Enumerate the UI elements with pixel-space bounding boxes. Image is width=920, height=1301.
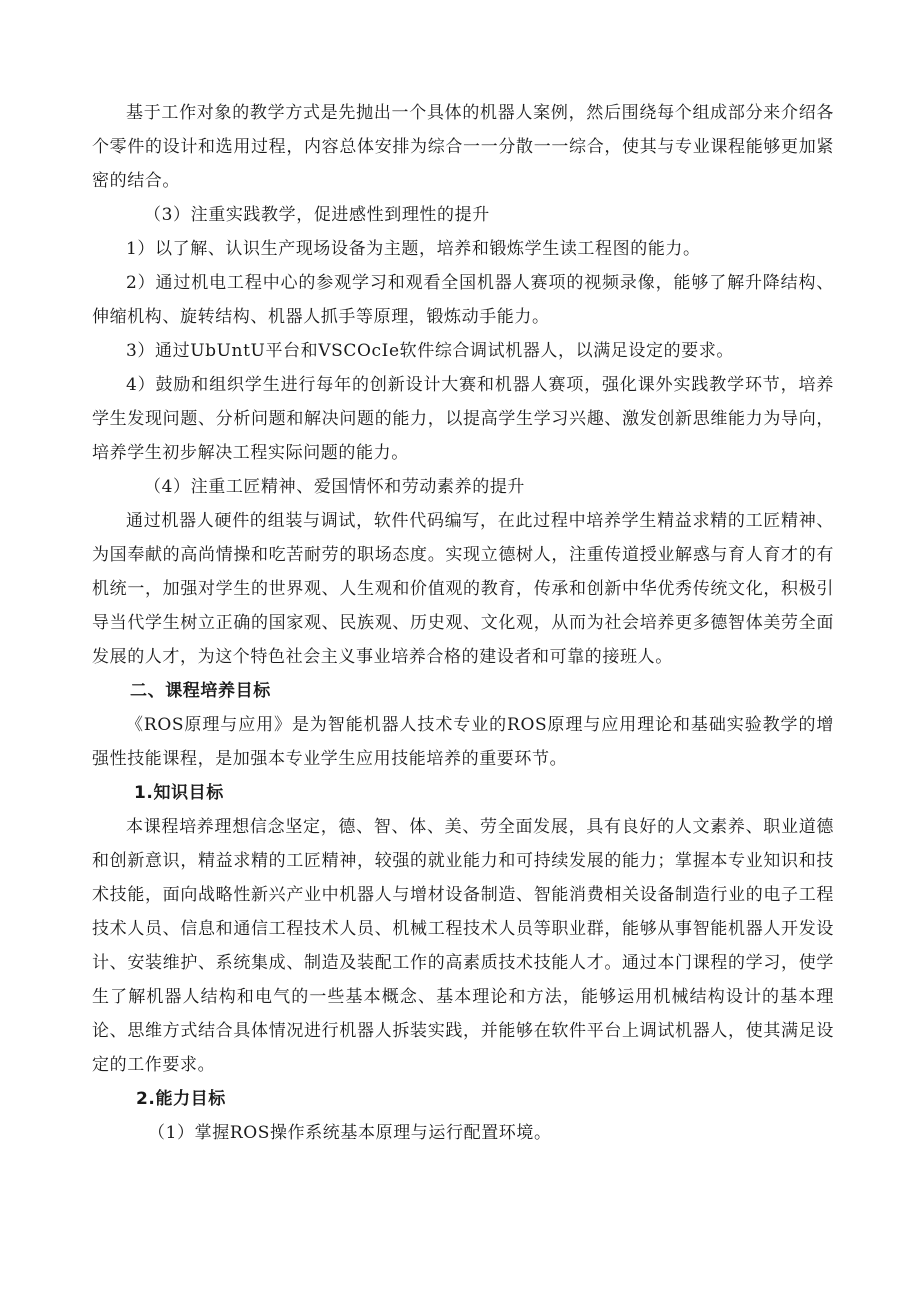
craftsmanship-paragraph: 通过机器人硬件的组装与调试，软件代码编写，在此过程中培养学生精益求精的工匠精神、为国奉献的高尚情操和吃苦耐劳的职场态度。实现立德树人，注重传道授业解惑与育人育才的有机统一，加强对学生的世界观、人生观和价值观的教育，传承和创新中华优秀传统文化，积极引导当代学生树立正确的国家观、民族观、历史观、文化观，从而为社会培养更多德智体美劳全面发展的人才，为这个特色社会主义事业培养合格的建设者和可靠的接班人。 bbox=[92, 511, 834, 667]
ability-item-1: （1）掌握ROS操作系统基本原理与运行配置环境。 bbox=[148, 1123, 552, 1143]
heading-ability-goals: 2.能力目标 bbox=[136, 1089, 226, 1109]
course-description-paragraph: 《ROS原理与应用》是为智能机器人技术专业的ROS原理与应用理论和基础实验教学的增强性技能课程，是加强本专业学生应用技能培养的重要环节。 bbox=[92, 715, 834, 769]
list-item-3: 3）通过UbUntU平台和VSCOcIe软件综合调试机器人，以满足设定的要求。 bbox=[126, 341, 735, 361]
list-item-4: 4）鼓励和组织学生进行每年的创新设计大赛和机器人赛项，强化课外实践教学环节，培养学生发现问题、分析问题和解决问题的能力，以提高学生学习兴趣、激发创新思维能力为导向，培养学生初步解决工程实际问题的能力。 bbox=[92, 375, 834, 463]
knowledge-paragraph: 本课程培养理想信念坚定，德、智、体、美、劳全面发展，具有良好的人文素养、职业道德和创新意识，精益求精的工匠精神，较强的就业能力和可持续发展的能力；掌握本专业知识和技术技能，面向战略性新兴产业中机器人与增材设备制造、智能消费相关设备制造行业的电子工程技术人员、信息和通信工程技术人员、机械工程技术人员等职业群，能够从事智能机器人开发设计、安装维护、系统集成、制造及装配工作的高素质技术技能人才。通过本门课程的学习，使学生了解机器人结构和电气的一些基本概念、基本理论和方法，能够运用机械结构设计的基本理论、思维方式结合具体情况进行机器人拆装实践，并能够在软件平台上调试机器人，使其满足设定的工作要求。 bbox=[92, 817, 834, 1075]
subheading-practice-teaching: （3）注重实践教学，促进感性到理性的提升 bbox=[144, 205, 490, 225]
subheading-craftsmanship: （4）注重工匠精神、爱国情怀和劳动素养的提升 bbox=[144, 477, 526, 497]
intro-paragraph: 基于工作对象的教学方式是先抛出一个具体的机器人案例，然后围绕每个组成部分来介绍各个零件的设计和选用过程，内容总体安排为综合一一分散一一综合，使其与专业课程能够更加紧密的结合。 bbox=[92, 103, 834, 191]
document-page bbox=[92, 96, 834, 1150]
list-item-2: 2）通过机电工程中心的参观学习和观看全国机器人赛项的视频录像，能够了解升降结构、伸缩机构、旋转结构、机器人抓手等原理，锻炼动手能力。 bbox=[92, 273, 834, 327]
heading-knowledge-goals: 1.知识目标 bbox=[134, 783, 224, 803]
section-heading-course-goals: 二、课程培养目标 bbox=[130, 681, 271, 701]
list-item-1: 1）以了解、认识生产现场设备为主题，培养和锻炼学生读工程图的能力。 bbox=[126, 239, 701, 259]
